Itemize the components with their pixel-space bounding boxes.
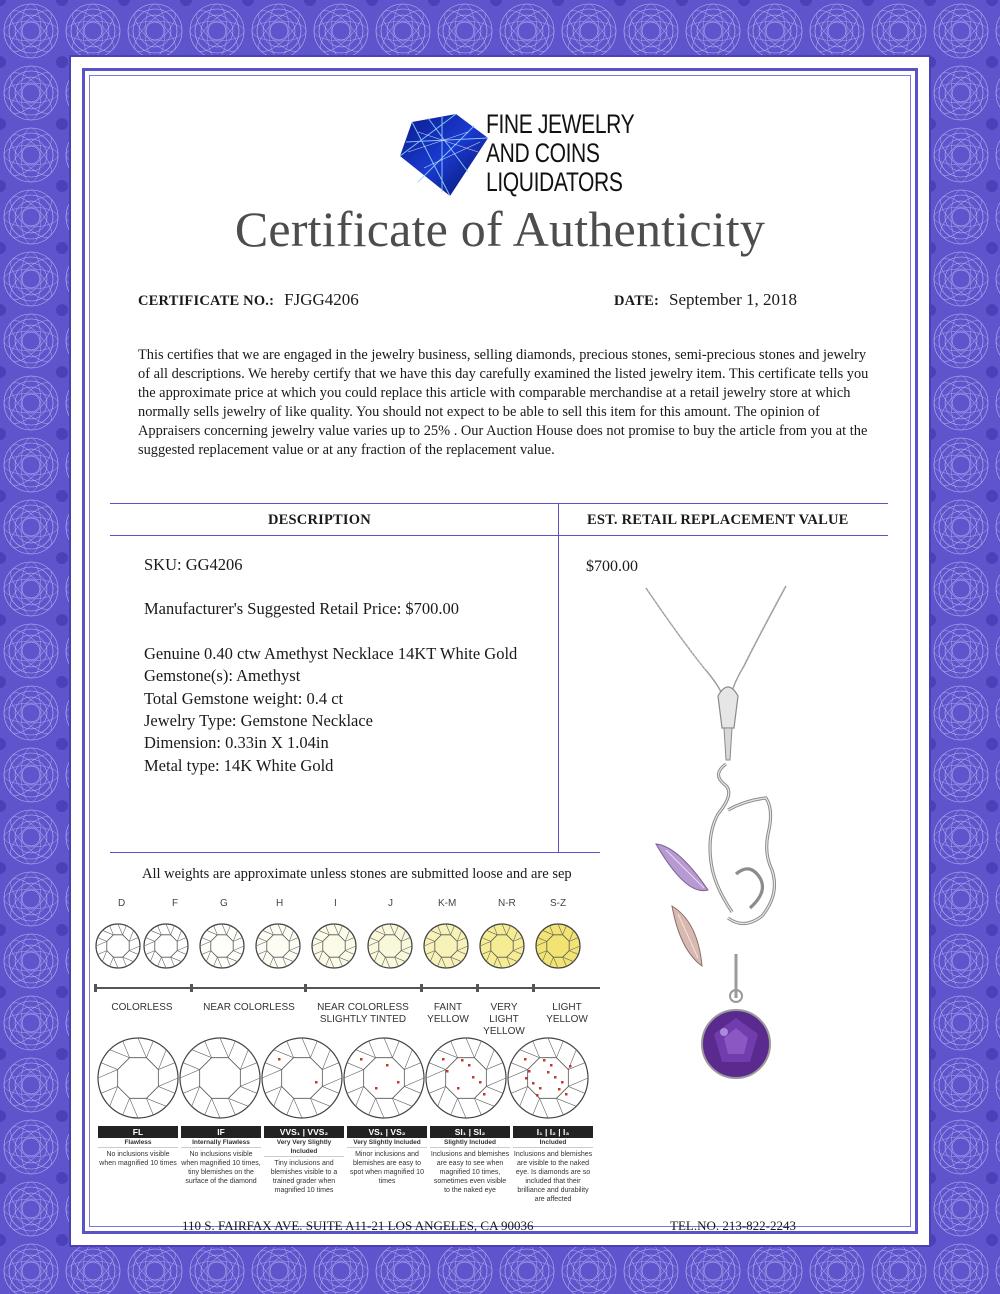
clarity-grade-description: Inclusions and blemishes are visible to the naked eye. Is diamonds are so included that their brilliance and durability are affected: [513, 1151, 593, 1203]
clarity-grade-description: No inclusions visible when magnified 10 times: [99, 1151, 177, 1167]
color-category-label: LIGHT YELLOW: [546, 1002, 588, 1025]
inclusion-mark: [532, 1082, 535, 1085]
inclusion-mark: [524, 1058, 527, 1061]
clarity-grade-label: IF: [181, 1126, 261, 1138]
inclusion-mark: [479, 1081, 482, 1084]
inclusion-mark: [278, 1058, 281, 1061]
inclusion-mark: [558, 1088, 561, 1091]
diamond-icon: [312, 924, 356, 968]
msrp-line: Manufacturer's Suggested Retail Price: $700.00: [144, 599, 460, 619]
inclusion-mark: [528, 1070, 531, 1073]
inclusion-mark: [457, 1087, 460, 1090]
inclusion-mark: [397, 1081, 400, 1084]
clarity-grade-column: [181, 1126, 261, 1210]
inclusion-mark: [360, 1058, 363, 1061]
footer-telephone: TEL.NO. 213-822-2243: [670, 1218, 797, 1233]
inclusion-mark: [315, 1081, 318, 1084]
inclusion-mark: [561, 1081, 564, 1084]
gemstones-line: Gemstone(s): Amethyst: [144, 666, 301, 686]
color-category-label: NEAR COLORLESS: [203, 1002, 295, 1013]
jewelry-type-line: Jewelry Type: Gemstone Necklace: [144, 711, 373, 731]
table-top-rule: [110, 503, 888, 504]
certificate-number-label: CERTIFICATE NO.:: [138, 293, 275, 309]
logo-line-2: AND COINS: [486, 138, 600, 168]
amethyst-pendant-image: [600, 578, 890, 1098]
certificate-number-value: FJGG4206: [284, 290, 359, 309]
color-grade-letter: D: [118, 898, 126, 909]
weights-disclaimer: All weights are approximate unless stones are submitted loose and are sep: [142, 866, 572, 882]
logo-line-1: FINE JEWELRY: [486, 109, 635, 139]
inclusion-mark: [525, 1077, 528, 1080]
clarity-grade-label: FL: [98, 1126, 178, 1138]
date-value: September 1, 2018: [669, 290, 797, 309]
inclusion-mark: [386, 1064, 389, 1067]
color-category-label: FAINT YELLOW: [427, 1002, 469, 1025]
certificate-number: [138, 290, 359, 310]
certificate-title: Certificate of Authenticity: [234, 201, 766, 257]
item-description: [144, 554, 564, 777]
value-header: EST. RETAIL REPLACEMENT VALUE: [587, 512, 849, 528]
diamond-icon: [536, 924, 580, 968]
item-name-line: Genuine 0.40 ctw Amethyst Necklace 14KT White Gold: [144, 643, 518, 663]
clarity-grade-table: [98, 1126, 598, 1210]
diamond-icon: [200, 924, 244, 968]
color-grade-letter: S-Z: [550, 898, 567, 909]
color-category-label: VERY LIGHT YELLOW: [483, 1002, 525, 1037]
diamond-icon: [98, 1038, 178, 1118]
clarity-grade-description: No inclusions visible when magnified 10 times, tiny blemishes on the surface of the diamond: [181, 1151, 261, 1185]
certification-statement: This certifies that we are engaged in the jewelry business, selling diamonds, precious stones, semi-precious stones and jewelry of all descriptions. We hereby certify that we have this day carefully examined the listed jewelry item. This certificate tells you the approximate price at which you could replace this article with comparable merchandise at a retail jewelry store at which normally sells jewelry of like quality. You should not expect to be able to sell this item for this amount. The opinion of Appraisers concerning jewelry value varies up to 25% . Our Auction House does not promise to buy the article from you at the suggested replacement value or at any fraction of the replacement value.: [138, 347, 869, 458]
clarity-grade-column: [430, 1126, 510, 1210]
table-header-rule: [110, 535, 888, 536]
clarity-grade-label: I₁ | I₂ | I₃: [513, 1126, 593, 1138]
clarity-grade-column: [264, 1126, 344, 1210]
color-categories: [94, 1002, 604, 1037]
inclusion-mark: [565, 1093, 568, 1096]
inclusion-mark: [539, 1087, 542, 1090]
color-grade-letter: I: [334, 898, 337, 909]
logo-line-3: LIQUIDATORS: [486, 167, 623, 197]
diamond-icon: [96, 924, 140, 968]
clarity-grade-description: Tiny inclusions and blemishes visible to a trained grader when magnified 10 times: [270, 1160, 338, 1194]
color-grade-letter: N-R: [498, 898, 516, 909]
diamond-icon: [344, 1038, 424, 1118]
inclusion-mark: [461, 1059, 464, 1062]
inclusion-mark: [483, 1093, 486, 1096]
certificate-date: [614, 290, 797, 310]
diamond-icon: [480, 924, 524, 968]
diamond-icon: [426, 1038, 506, 1118]
spacer: [144, 621, 564, 643]
clarity-grade-name: Very Very Slightly Included: [264, 1138, 344, 1157]
diamond-grading-chart: [94, 898, 604, 1218]
clarity-grade-name: Included: [513, 1138, 593, 1148]
replacement-value: $700.00: [586, 558, 638, 575]
footer-address: 110 S. FAIRFAX AVE. SUITE A11-21 LOS ANGELES, CA 90036: [182, 1218, 534, 1233]
color-grade-letter: G: [220, 898, 228, 909]
description-header: DESCRIPTION: [268, 512, 371, 528]
clarity-grade-name: Internally Flawless: [181, 1138, 261, 1148]
spacer: [144, 576, 564, 598]
color-grade-letter: F: [172, 898, 179, 909]
sku-line: SKU: GG4206: [144, 555, 243, 574]
gem-weight-line: Total Gemstone weight: 0.4 ct: [144, 688, 344, 708]
logo-wordmark: [486, 110, 634, 197]
inclusion-mark: [468, 1064, 471, 1067]
color-grade-letter: K-M: [438, 898, 457, 909]
clarity-grade-name: Slightly Included: [430, 1138, 510, 1148]
inclusion-mark: [547, 1071, 550, 1074]
clarity-grade-label: VVS₁ | VVS₂: [264, 1126, 344, 1138]
color-grade-letter: J: [388, 898, 393, 909]
color-grade-letters: [94, 898, 604, 916]
clarity-grade-stones: [94, 1034, 604, 1124]
clarity-grade-description: Inclusions and blemishes are easy to see when magnified 10 times, sometimes even visible to the naked eye: [430, 1151, 510, 1194]
gem-logo-icon: [398, 112, 490, 198]
color-scale-bar: [94, 984, 604, 992]
clarity-grade-description: Minor inclusions and blemishes are easy to spot when magnified 10 times: [350, 1151, 424, 1185]
clarity-grade-label: VS₁ | VS₂: [347, 1126, 427, 1138]
date-label: DATE:: [614, 293, 660, 309]
clarity-grade-name: Flawless: [98, 1138, 178, 1148]
diamond-icon: [256, 924, 300, 968]
clarity-grade-column: [513, 1126, 593, 1210]
inclusion-mark: [375, 1087, 378, 1090]
diamond-icon: [424, 924, 468, 968]
company-logo: [398, 108, 635, 204]
clarity-grade-label: SI₁ | SI₂: [430, 1126, 510, 1138]
dimension-line: Dimension: 0.33in X 1.04in: [144, 733, 329, 753]
inclusion-mark: [446, 1070, 449, 1073]
inclusion-mark: [554, 1076, 557, 1079]
clarity-grade-column: [98, 1126, 178, 1210]
color-grade-letter: H: [276, 898, 284, 909]
inclusion-mark: [472, 1076, 475, 1079]
clarity-grade-name: Very Slightly Included: [347, 1138, 427, 1148]
diamond-icon: [180, 1038, 260, 1118]
color-grade-stones: [94, 918, 604, 974]
inclusion-mark: [569, 1065, 572, 1068]
inclusion-mark: [543, 1059, 546, 1062]
diamond-icon: [368, 924, 412, 968]
diamond-icon: [144, 924, 188, 968]
diamond-icon: [262, 1038, 342, 1118]
metal-type-line: Metal type: 14K White Gold: [144, 755, 334, 775]
inclusion-mark: [442, 1058, 445, 1061]
inclusion-mark: [536, 1094, 539, 1097]
diamond-icon: [508, 1038, 588, 1118]
color-category-label: COLORLESS: [111, 1002, 173, 1013]
color-category-label: NEAR COLORLESS SLIGHTLY TINTED: [317, 1002, 409, 1025]
clarity-grade-column: [347, 1126, 427, 1210]
inclusion-mark: [550, 1064, 553, 1067]
